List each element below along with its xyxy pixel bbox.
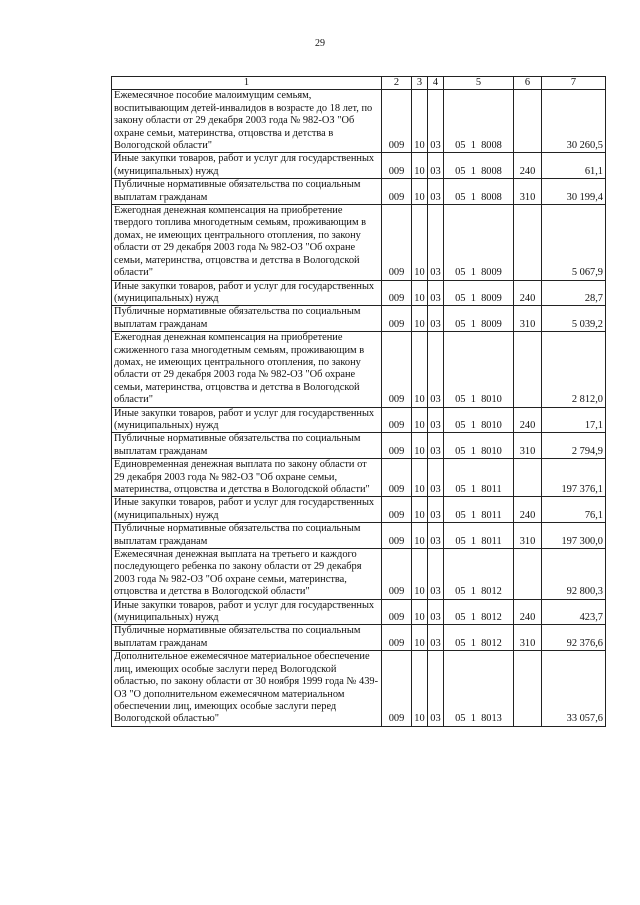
expense-type-code: 240 — [514, 153, 542, 179]
section-code: 10 — [412, 549, 428, 600]
page-number: 29 — [315, 38, 325, 49]
subsection-code: 03 — [428, 205, 444, 280]
section-code: 10 — [412, 205, 428, 280]
row-description: Иные закупки товаров, работ и услуг для государственных (муниципальных) нужд — [112, 497, 382, 523]
section-code: 10 — [412, 332, 428, 407]
amount: 5 067,9 — [542, 205, 606, 280]
table-row — [112, 153, 606, 179]
target-article-code: 05 1 8008 — [444, 179, 514, 205]
table-row — [112, 407, 606, 433]
amount: 28,7 — [542, 280, 606, 306]
amount: 30 199,4 — [542, 179, 606, 205]
expense-type-code — [514, 651, 542, 726]
target-article-code: 05 1 8011 — [444, 497, 514, 523]
column-header: 6 — [514, 77, 542, 90]
table-row — [112, 332, 606, 407]
table-row — [112, 459, 606, 497]
expense-type-code: 240 — [514, 599, 542, 625]
section-code: 10 — [412, 407, 428, 433]
row-description: Ежегодная денежная компенсация на приобретение сжиженного газа многодетным семьям, проживающим в домах, не имеющих центрального отопления, по закону области от 29 декабря 2003 года № 982-ОЗ "Об охране семьи, материнства, отцовства и детства в Вологодской области" — [112, 332, 382, 407]
amount: 17,1 — [542, 407, 606, 433]
target-article-code: 05 1 8011 — [444, 459, 514, 497]
table-row — [112, 549, 606, 600]
expense-type-code: 310 — [514, 523, 542, 549]
row-description: Публичные нормативные обязательства по социальным выплатам гражданам — [112, 625, 382, 651]
row-description: Иные закупки товаров, работ и услуг для государственных (муниципальных) нужд — [112, 153, 382, 179]
target-article-code: 05 1 8010 — [444, 332, 514, 407]
expense-type-code: 240 — [514, 497, 542, 523]
row-description: Ежемесячная денежная выплата на третьего и каждого последующего ребенка по закону области от 29 декабря 2003 года № 982-ОЗ "Об охране семьи, материнства, отцовства и детства в Вологодской области" — [112, 549, 382, 600]
row-description: Единовременная денежная выплата по закону области от 29 декабря 2003 года № 982-ОЗ "Об охране семьи, материнства, отцовства и детства в Вологодской области" — [112, 459, 382, 497]
table-row — [112, 625, 606, 651]
section-code: 10 — [412, 459, 428, 497]
expense-type-code: 310 — [514, 433, 542, 459]
target-article-code: 05 1 8011 — [444, 523, 514, 549]
expense-type-code: 310 — [514, 625, 542, 651]
section-code: 10 — [412, 280, 428, 306]
amount: 2 794,9 — [542, 433, 606, 459]
column-header: 1 — [112, 77, 382, 90]
row-description: Публичные нормативные обязательства по социальным выплатам гражданам — [112, 433, 382, 459]
target-article-code: 05 1 8010 — [444, 407, 514, 433]
amount: 33 057,6 — [542, 651, 606, 726]
row-description: Дополнительное ежемесячное материальное обеспечение лиц, имеющих особые заслуги перед Вологодской областью, по закону области от 30 ноября 1999 года № 439-ОЗ "О дополнительном ежемесячном материальном обеспечении лиц, имеющих особые заслуги перед Вологодской областью" — [112, 651, 382, 726]
expense-type-code — [514, 332, 542, 407]
subsection-code: 03 — [428, 459, 444, 497]
subsection-code: 03 — [428, 523, 444, 549]
target-article-code: 05 1 8009 — [444, 280, 514, 306]
subsection-code: 03 — [428, 407, 444, 433]
amount: 5 039,2 — [542, 306, 606, 332]
amount: 61,1 — [542, 153, 606, 179]
table-row — [112, 433, 606, 459]
subsection-code: 03 — [428, 497, 444, 523]
expense-type-code — [514, 90, 542, 153]
subsection-code: 03 — [428, 332, 444, 407]
section-code: 10 — [412, 153, 428, 179]
ministry-code: 009 — [382, 433, 412, 459]
ministry-code: 009 — [382, 90, 412, 153]
section-code: 10 — [412, 625, 428, 651]
amount: 92 376,6 — [542, 625, 606, 651]
column-header: 3 — [412, 77, 428, 90]
section-code: 10 — [412, 433, 428, 459]
subsection-code: 03 — [428, 625, 444, 651]
row-description: Ежегодная денежная компенсация на приобретение твердого топлива многодетным семьям, проживающим в домах, не имеющих центрального отопления, по закону области от 29 декабря 2003 года № 982-ОЗ "Об охране семьи, материнства, отцовства и детства в Вологодской области" — [112, 205, 382, 280]
row-description: Иные закупки товаров, работ и услуг для государственных (муниципальных) нужд — [112, 280, 382, 306]
target-article-code: 05 1 8012 — [444, 549, 514, 600]
section-code: 10 — [412, 179, 428, 205]
ministry-code: 009 — [382, 651, 412, 726]
row-description: Публичные нормативные обязательства по социальным выплатам гражданам — [112, 306, 382, 332]
expense-type-code — [514, 549, 542, 600]
target-article-code: 05 1 8013 — [444, 651, 514, 726]
table-row — [112, 179, 606, 205]
table-header-row — [112, 77, 606, 90]
target-article-code: 05 1 8009 — [444, 205, 514, 280]
ministry-code: 009 — [382, 523, 412, 549]
table-row — [112, 523, 606, 549]
subsection-code: 03 — [428, 433, 444, 459]
section-code: 10 — [412, 90, 428, 153]
amount: 92 800,3 — [542, 549, 606, 600]
expense-type-code: 240 — [514, 407, 542, 433]
subsection-code: 03 — [428, 90, 444, 153]
row-description: Публичные нормативные обязательства по социальным выплатам гражданам — [112, 523, 382, 549]
amount: 30 260,5 — [542, 90, 606, 153]
target-article-code: 05 1 8009 — [444, 306, 514, 332]
ministry-code: 009 — [382, 625, 412, 651]
table-row — [112, 651, 606, 726]
target-article-code: 05 1 8008 — [444, 90, 514, 153]
table-row — [112, 280, 606, 306]
expense-type-code: 310 — [514, 179, 542, 205]
column-header: 4 — [428, 77, 444, 90]
table-row — [112, 205, 606, 280]
amount: 197 300,0 — [542, 523, 606, 549]
row-description: Иные закупки товаров, работ и услуг для государственных (муниципальных) нужд — [112, 407, 382, 433]
ministry-code: 009 — [382, 332, 412, 407]
amount: 197 376,1 — [542, 459, 606, 497]
amount: 2 812,0 — [542, 332, 606, 407]
ministry-code: 009 — [382, 459, 412, 497]
expense-type-code — [514, 205, 542, 280]
row-description: Иные закупки товаров, работ и услуг для государственных (муниципальных) нужд — [112, 599, 382, 625]
amount: 76,1 — [542, 497, 606, 523]
subsection-code: 03 — [428, 599, 444, 625]
table-row — [112, 497, 606, 523]
expense-type-code: 310 — [514, 306, 542, 332]
table-row — [112, 306, 606, 332]
ministry-code: 009 — [382, 599, 412, 625]
section-code: 10 — [412, 599, 428, 625]
ministry-code: 009 — [382, 205, 412, 280]
subsection-code: 03 — [428, 651, 444, 726]
subsection-code: 03 — [428, 153, 444, 179]
section-code: 10 — [412, 306, 428, 332]
ministry-code: 009 — [382, 179, 412, 205]
expense-type-code: 240 — [514, 280, 542, 306]
section-code: 10 — [412, 497, 428, 523]
column-header: 7 — [542, 77, 606, 90]
amount: 423,7 — [542, 599, 606, 625]
ministry-code: 009 — [382, 153, 412, 179]
subsection-code: 03 — [428, 179, 444, 205]
row-description: Ежемесячное пособие малоимущим семьям, воспитывающим детей-инвалидов в возрасте до 18 лет, по закону области от 29 декабря 2003 года № 982-ОЗ "Об охране семьи, материнства, отцовства и детства в Вологодской области" — [112, 90, 382, 153]
ministry-code: 009 — [382, 280, 412, 306]
subsection-code: 03 — [428, 306, 444, 332]
section-code: 10 — [412, 651, 428, 726]
table-row — [112, 599, 606, 625]
ministry-code: 009 — [382, 497, 412, 523]
table-row — [112, 90, 606, 153]
target-article-code: 05 1 8010 — [444, 433, 514, 459]
ministry-code: 009 — [382, 549, 412, 600]
row-description: Публичные нормативные обязательства по социальным выплатам гражданам — [112, 179, 382, 205]
column-header: 2 — [382, 77, 412, 90]
target-article-code: 05 1 8008 — [444, 153, 514, 179]
section-code: 10 — [412, 523, 428, 549]
budget-table — [111, 76, 606, 727]
target-article-code: 05 1 8012 — [444, 599, 514, 625]
column-header: 5 — [444, 77, 514, 90]
subsection-code: 03 — [428, 549, 444, 600]
target-article-code: 05 1 8012 — [444, 625, 514, 651]
ministry-code: 009 — [382, 306, 412, 332]
expense-type-code — [514, 459, 542, 497]
subsection-code: 03 — [428, 280, 444, 306]
ministry-code: 009 — [382, 407, 412, 433]
